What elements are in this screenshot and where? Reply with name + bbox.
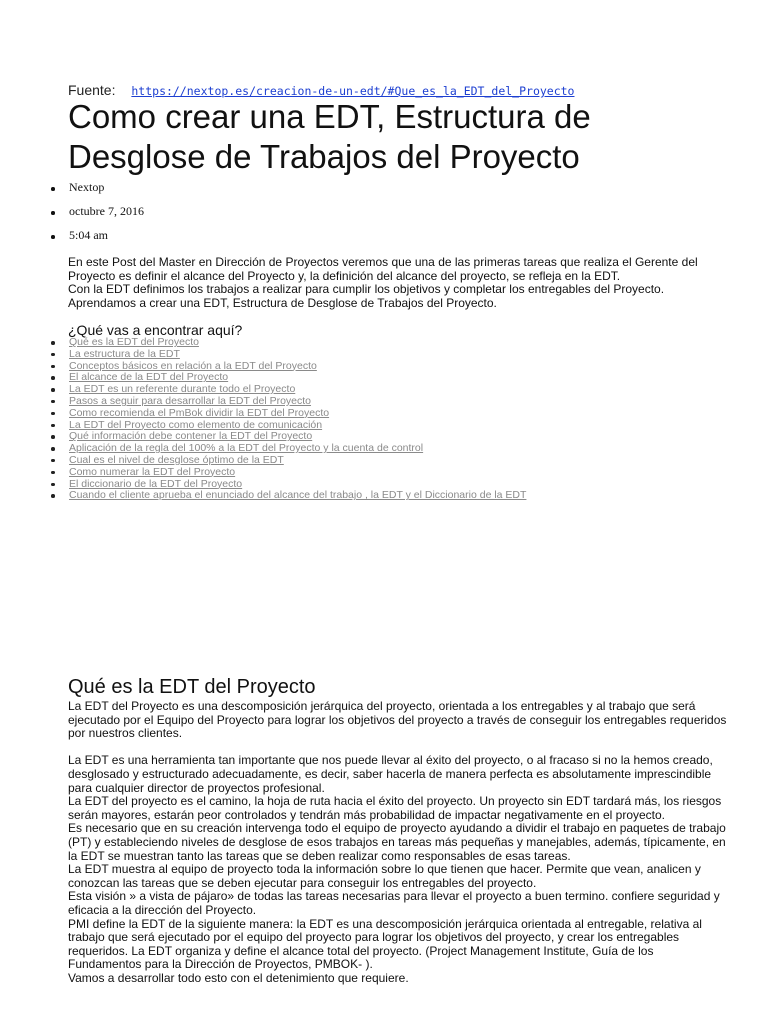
page-title: Como crear una EDT, Estructura de Desglose de Trabajos del Proyecto [68, 98, 591, 175]
toc-link[interactable]: El alcance de la EDT del Proyecto [69, 371, 229, 384]
body-paragraph: La EDT es una herramienta tan importante que nos puede llevar al éxito del proyecto, o al fracaso si no la hemos creado, desglosado y estructurado adecuadamente, es decir, saber hacerla de manera perfecta es absolutamente imprescindible para cualquier director de proyectos profesional. [68, 753, 713, 795]
toc-link[interactable]: La estructura de la EDT [69, 347, 180, 360]
toc-link[interactable]: La EDT es un referente durante todo el Proyecto [69, 383, 296, 396]
meta-date: octubre 7, 2016 [50, 204, 144, 228]
toc-link[interactable]: Qué es la EDT del Proyecto [69, 336, 199, 348]
body-paragraph: La EDT muestra al equipo de proyecto toda la información sobre lo que tienen que hacer. Permite que vean, analicen y conozcan las tareas que se deben ejecutar para conseguir los entregables del proyecto. [68, 862, 701, 890]
toc-link[interactable]: Pasos a seguir para desarrollar la EDT del Proyecto [69, 394, 312, 407]
toc-link[interactable]: Como recomienda el PmBok dividir la EDT del Proyecto [69, 406, 330, 419]
section-title: Qué es la EDT del Proyecto [68, 676, 316, 698]
body-paragraph: La EDT del proyecto es el camino, la hoja de ruta hacia el éxito del proyecto. Un proyecto sin EDT tardará más, los riesgos serán mayores, estarán peor controlados y tendrán más probabilidad de impactar negativamente en el proyecto. [68, 794, 722, 822]
body-paragraph: La EDT del Proyecto es una descomposición jerárquica del proyecto, orientada a los entregables y al trabajo que será ejecutado por el Equipo del Proyecto para lograr los objetivos del proyecto a través de conseguir los entregables requeridos por nuestros clientes. [68, 699, 727, 741]
intro-paragraph [68, 256, 718, 310]
table-of-contents [50, 337, 526, 502]
toc-link[interactable]: Qué información debe contener la EDT del Proyecto [69, 430, 313, 443]
body-paragraph: Vamos a desarrollar todo esto con el detenimiento que requiere. [68, 970, 409, 985]
source-label: Fuente: [68, 82, 116, 98]
toc-link[interactable]: Aplicación de la regla del 100% a la EDT del Proyecto y la cuenta de control [69, 442, 424, 455]
toc-link[interactable]: Como numerar la EDT del Proyecto [69, 465, 236, 478]
section-body [68, 700, 728, 985]
toc-link[interactable]: Conceptos básicos en relación a la EDT del Proyecto [69, 359, 317, 372]
body-paragraph: Es necesario que en su creación intervenga todo el equipo de proyecto ayudando a dividir el trabajo en paquetes de trabajo (PT) y estableciendo niveles de desglose de esos trabajos en tareas más pequeñas y manejables, además, típicamente, en la EDT se muestran tanto las tareas que se deben realizar como responsables de esas tareas. [68, 821, 726, 863]
body-paragraph: PMI define la EDT de la siguiente manera: la EDT es una descomposición jerárquica orientada al entregable, relativa al trabajo que será ejecutado por el equipo del proyecto para lograr los objetivos del proyecto, y crear los entregables requeridos. La EDT organiza y define el alcance total del proyecto. (Project Management Institute, Guía de los Fundamentos para la Dirección de Proyectos, PMBOK- ). [68, 916, 702, 972]
toc-link[interactable]: Cuando el cliente aprueba el enunciado del alcance del trabajo , la EDT y el Diccionario de la EDT [69, 489, 527, 502]
toc-link[interactable]: La EDT del Proyecto como elemento de comunicación [69, 418, 323, 431]
toc-link[interactable]: Cual es el nivel de desglose óptimo de la EDT [69, 453, 284, 466]
toc-link[interactable]: El diccionario de la EDT del Proyecto [69, 477, 243, 490]
intro-line: Aprendamos a crear una EDT, Estructura de Desglose de Trabajos del Proyecto. [68, 295, 497, 310]
intro-line: En este Post del Master en Dirección de Proyectos veremos que una de las primeras tareas que realiza el Gerente del Proyecto es definir el alcance del Proyecto y, la definición del alcance del proyecto, se refleja en la EDT. [68, 255, 698, 283]
intro-line: Con la EDT definimos los trabajos a realizar para cumplir los objetivos y completar los entregables del Proyecto. [68, 282, 665, 296]
meta-author: Nextop [50, 180, 144, 204]
toc-heading: ¿Qué vas a encontrar aquí? [68, 322, 243, 338]
post-meta-list [50, 180, 144, 252]
source-link[interactable]: https://nextop.es/creacion-de-un-edt/#Que_es_la_EDT_del_Proyecto [131, 84, 575, 98]
meta-time: 5:04 am [50, 228, 144, 252]
paragraph-gap [68, 741, 728, 755]
toc-item [50, 490, 526, 502]
source-line [68, 82, 574, 98]
body-paragraph: Esta visión » a vista de pájaro» de todas las tareas necesarias para llevar el proyecto a buen termino. confiere seguridad y eficacia a la dirección del Proyecto. [68, 889, 720, 917]
